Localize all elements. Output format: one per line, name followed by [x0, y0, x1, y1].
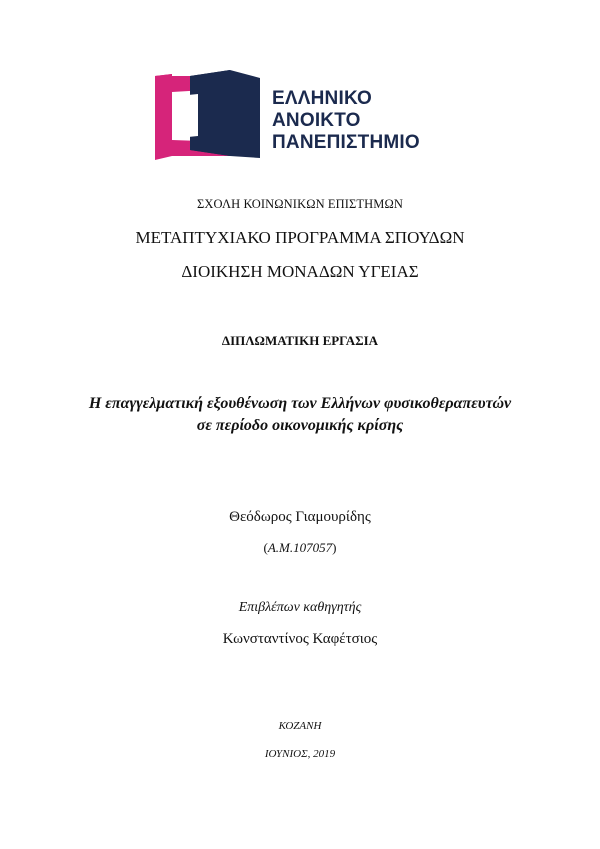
logo-emblem-icon [150, 70, 270, 162]
date: ΙΟΥΝΙΟΣ, 2019 [264, 748, 336, 760]
student-id-close: ) [332, 540, 337, 555]
student-id-open: ( [263, 540, 268, 555]
supervisor-label: Επιβλέπων καθηγητής [238, 600, 362, 615]
student-id-number: Α.Μ.107057 [267, 540, 333, 555]
supervisor-name: Κωνσταντίνος Καφέτσιος [222, 631, 378, 647]
thesis-title-line-2: σε περίοδο οικονομικής κρίσης [196, 417, 404, 434]
document-type: ΔΙΠΛΩΜΑΤΙΚΗ ΕΡΓΑΣΙΑ [221, 333, 379, 348]
student-id [0, 540, 600, 556]
city: ΚΟΖΑΝΗ [278, 720, 322, 732]
school-name: ΣΧΟΛΗ ΚΟΙΝΩΝΙΚΩΝ ΕΠΙΣΤΗΜΩΝ [196, 197, 404, 211]
logo-line-2: ΑΝΟΙΚΤΟ [272, 110, 361, 131]
logo-wordmark [272, 88, 420, 154]
university-logo [150, 70, 450, 162]
program-name: ΜΕΤΑΠΤΥΧΙΑΚΟ ΠΡΟΓΡΑΜΜΑ ΣΠΟΥΔΩΝ [135, 228, 465, 247]
thesis-title-line-1: Η επαγγελματική εξουθένωση των Ελλήνων φυσικοθεραπευτών [88, 395, 512, 412]
logo-line-3: ΠΑΝΕΠΙΣΤΗΜΙΟ [272, 132, 420, 153]
author-name: Θεόδωρος Γιαμουρίδης [229, 509, 371, 525]
logo-line-1: ΕΛΛΗΝΙΚΟ [272, 88, 372, 109]
specialization-name: ΔΙΟΙΚΗΣΗ ΜΟΝΑΔΩΝ ΥΓΕΙΑΣ [181, 262, 419, 281]
